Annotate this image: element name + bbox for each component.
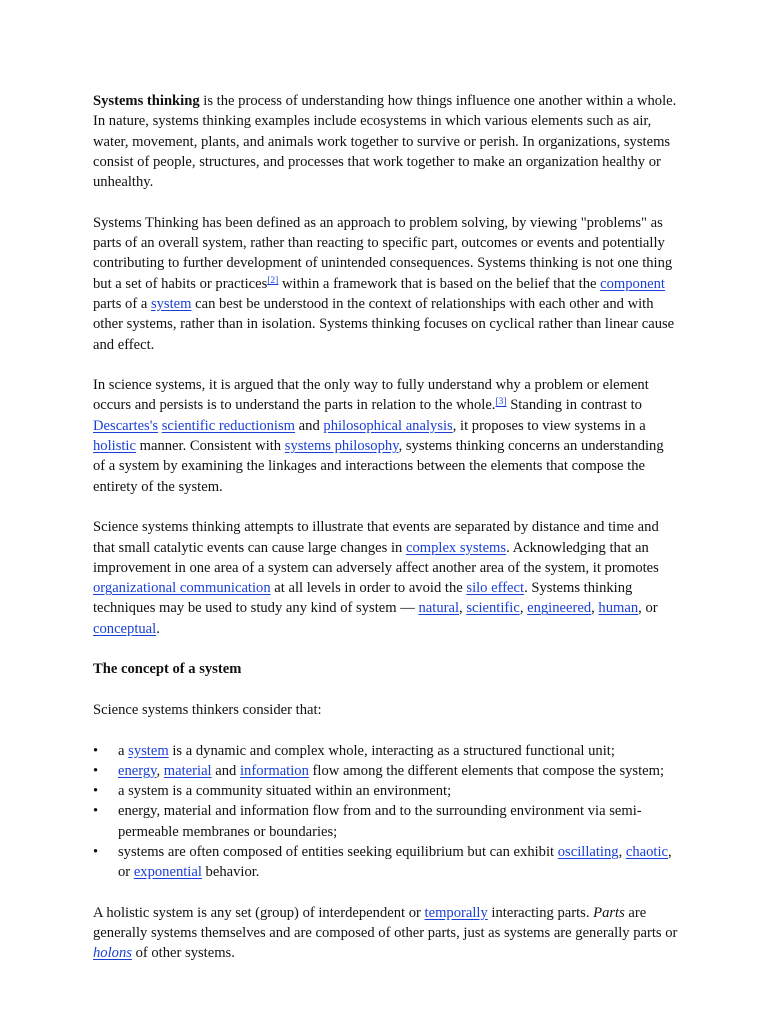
list-text: a system is a community situated within an environment; — [118, 783, 452, 800]
list-text: flow among the different elements that compose the system; — [308, 762, 665, 779]
link-material[interactable]: material — [163, 762, 212, 779]
list-text: , — [156, 762, 164, 779]
list-text: is a dynamic and complex whole, interacting as a structured functional unit; — [168, 742, 615, 759]
list-item — [93, 781, 678, 801]
link-oscillating[interactable]: oscillating — [557, 843, 619, 860]
link-organizational-communication[interactable]: organizational communication — [93, 580, 271, 597]
list-intro: Science systems thinkers consider that: — [93, 701, 322, 718]
list-text: , or — [118, 843, 672, 881]
paragraph-text: , systems thinking concerns an understanding of a system by examining the linkages and interactions between the elements that compose the entirety of the system. — [93, 438, 664, 495]
bullet-icon: • — [93, 803, 99, 820]
link-human[interactable]: human — [598, 600, 639, 617]
bullet-icon: • — [93, 843, 99, 860]
paragraph-text: within a framework that is based on the belief that the — [278, 275, 601, 292]
citation-link-3[interactable]: [3] — [495, 397, 507, 408]
link-system[interactable]: system — [128, 742, 169, 759]
bullet-icon: • — [93, 783, 99, 800]
paragraph-science-systems — [93, 375, 678, 497]
link-system[interactable]: system — [150, 295, 192, 312]
paragraph-text: , — [591, 600, 599, 617]
paragraph-text: Standing in contrast to — [506, 397, 642, 414]
paragraph-definition — [93, 91, 678, 192]
list-item — [93, 842, 678, 883]
link-engineered[interactable]: engineered — [527, 600, 592, 617]
link-energy[interactable]: energy — [118, 762, 157, 779]
document-body — [93, 91, 678, 984]
list-text: and — [211, 762, 240, 779]
paragraph-text: are generally systems themselves and are composed of other parts, just as systems are generally parts or — [93, 904, 678, 942]
list-item — [93, 801, 678, 842]
link-descartes[interactable]: Descartes's — [93, 417, 159, 434]
link-temporally[interactable]: temporally — [424, 904, 488, 921]
list-text: a — [118, 742, 129, 759]
link-information[interactable]: information — [239, 762, 309, 779]
paragraph-text: Science systems thinking attempts to illustrate that events are separated by distance and time and that small catalytic events can cause large changes in — [93, 519, 659, 556]
paragraph-text: is the process of understanding how things influence one another within a whole. In nature, systems thinking examples include ecosystems in which various elements such as air, water, movement, plants, and animals work together to survive or perish. In organizations, systems consist of people, structures, and processes that work together to make an organization healthy or unhealthy. — [93, 93, 677, 191]
paragraph-text: , — [519, 600, 528, 617]
bullet-icon: • — [93, 742, 99, 759]
link-natural[interactable]: natural — [418, 600, 460, 617]
paragraph-text: manner. Consistent with — [135, 438, 285, 455]
paragraph-catalytic-events — [93, 517, 678, 639]
section-heading: The concept of a system — [93, 661, 242, 678]
link-silo-effect[interactable]: silo effect — [466, 580, 525, 597]
list-text: energy, material and information flow from and to the surrounding environment via semi-permeable membranes or boundaries; — [118, 803, 642, 840]
link-systems-philosophy[interactable]: systems philosophy — [284, 438, 399, 455]
paragraph-text: can best be understood in the context of relationships with each other and with other systems, rather than in isolation. Systems thinking focuses on cyclical rather than linear cause and effect. — [93, 295, 675, 353]
paragraph-text: , it proposes to view systems in a — [452, 417, 646, 434]
paragraph-text: at all levels in order to avoid the — [270, 580, 467, 597]
paragraph-text: . Acknowledging that an improvement in one area of a system can adversely affect another area of the system, it promotes — [93, 539, 659, 576]
paragraph-text: A holistic system is any set (group) of interdependent or — [93, 904, 425, 921]
link-complex-systems[interactable]: complex systems — [405, 539, 507, 556]
list-item — [93, 741, 678, 761]
list-item — [93, 761, 678, 781]
emphasis-parts: Parts — [593, 904, 625, 921]
paragraph-text: , — [459, 600, 467, 617]
paragraph-text: parts of a — [93, 295, 151, 312]
list-text: , — [618, 843, 626, 860]
paragraph-text: In science systems, it is argued that the only way to fully understand why a problem or element occurs and persists is to understand the parts in relation to the whole. — [93, 377, 649, 414]
list-text: systems are often composed of entities seeking equilibrium but can exhibit — [118, 843, 558, 860]
bullet-icon: • — [93, 762, 99, 779]
link-exponential[interactable]: exponential — [133, 864, 202, 881]
link-chaotic[interactable]: chaotic — [625, 843, 668, 860]
link-scientific[interactable]: scientific — [466, 600, 520, 617]
paragraph-holistic-system — [93, 903, 678, 964]
citation-link-2[interactable]: [2] — [267, 275, 279, 286]
paragraph-text: . Systems thinking techniques may be used to study any kind of system — — [93, 580, 633, 617]
paragraph-text: , or — [638, 600, 658, 617]
link-component[interactable]: component — [600, 275, 665, 292]
list-text: behavior. — [201, 864, 260, 881]
system-properties-list — [93, 741, 678, 883]
link-holons[interactable]: holons — [93, 945, 132, 962]
link-scientific-reductionism[interactable]: scientific reductionism — [161, 417, 296, 434]
paragraph-text: interacting parts. — [487, 904, 594, 921]
paragraph-text: of other systems. — [131, 945, 235, 962]
paragraph-text: and — [295, 417, 324, 434]
link-philosophical-analysis[interactable]: philosophical analysis — [323, 417, 453, 434]
link-holistic[interactable]: holistic — [93, 438, 136, 455]
paragraph-text: Systems Thinking has been defined as an approach to problem solving, by viewing "problems" as parts of an overall system, rather than reacting to specific part, outcomes or events and potentially contributing to further development of unintended consequences. Systems thinking is not one thing but a set of habits or practices — [93, 214, 673, 292]
paragraph-approach — [93, 213, 678, 355]
term-systems-thinking: Systems thinking — [93, 93, 200, 109]
link-conceptual[interactable]: conceptual — [93, 620, 157, 637]
paragraph-text: . — [156, 620, 160, 637]
